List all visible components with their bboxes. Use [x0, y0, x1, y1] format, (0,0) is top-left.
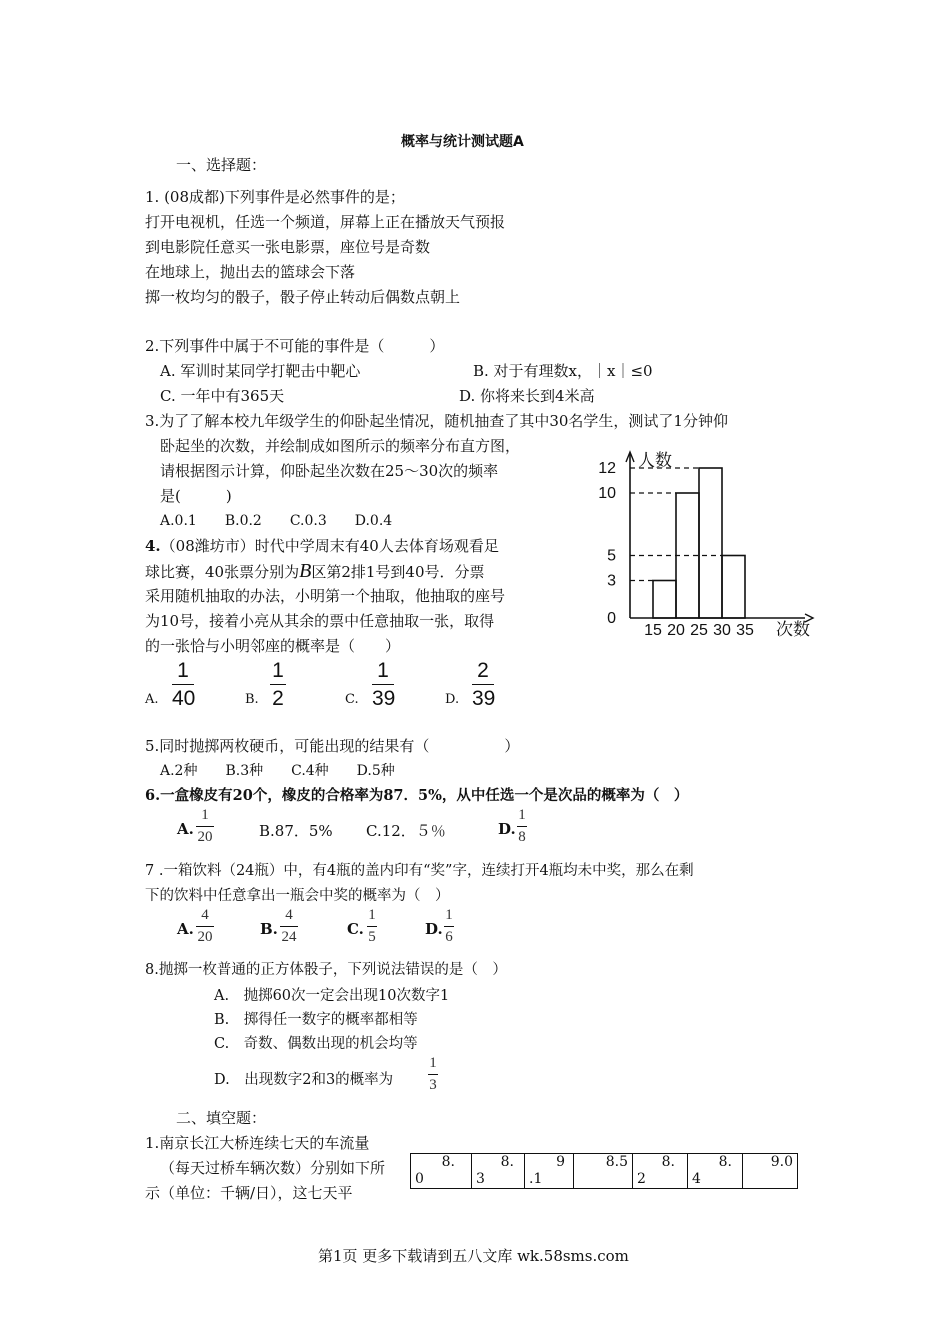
histogram-bar [699, 468, 722, 618]
q7-option-b-fraction: 4 24 [281, 907, 297, 945]
frequency-histogram [570, 440, 815, 640]
q1-stem: 1. (08成都)下列事件是必然事件的是； [145, 188, 405, 206]
x-axis-label: 次数 [776, 620, 810, 639]
q1-option-b: 到电影院任意买一张电影票，座位号是奇数 [145, 238, 431, 256]
q4-line2 [145, 560, 485, 583]
table-cell: 9.0 [743, 1154, 798, 1189]
y-tick-label: 0 [607, 610, 616, 627]
q4-line2a: 球比赛，40张票分别为 [145, 563, 300, 581]
q7-option-a-label: A. [177, 920, 194, 938]
x-tick-label: 25 [690, 622, 708, 639]
q6-option-a-label: A. [177, 820, 194, 838]
table-cell: 8. 0 [411, 1154, 472, 1189]
q4-option-a-fraction: 1 40 [172, 659, 196, 710]
q7-option-d-fraction: 1 6 [445, 907, 453, 945]
q5-stem: 5.同时抛掷两枚硬币，可能出现的结果有（ ） [145, 737, 520, 755]
q4-line1: 4.（08潍坊市）时代中学周末有40人去体育场观看足 [145, 537, 499, 555]
section-heading-choice: 一、选择题： [176, 156, 267, 174]
q2-stem: 2.下列事件中属于不可能的事件是（ ） [145, 337, 445, 355]
q7-option-d-label: D. [425, 920, 443, 938]
y-tick-label: 12 [598, 460, 616, 477]
x-tick-label: 35 [736, 622, 754, 639]
q7-option-b-label: B. [260, 920, 278, 938]
page-footer: 第1页 更多下载请到五八文库 wk.58sms.com [318, 1247, 629, 1265]
q3-line4: 是( ) [160, 487, 232, 505]
q3-line3: 请根据图示计算，仰卧起坐次数在25～30次的频率 [160, 462, 499, 480]
y-tick-label: 5 [607, 547, 616, 565]
q1-option-d: 掷一枚均匀的骰子，骰子停止转动后偶数点朝上 [145, 288, 461, 306]
histogram-bar [722, 556, 745, 619]
f1-line1: 1.南京长江大桥连续七天的车流量 [145, 1134, 370, 1152]
q4-variable-b: B [299, 560, 312, 582]
q8-option-c: C. 奇数、偶数出现的机会均等 [214, 1036, 418, 1052]
q8-option-d-fraction: 1 3 [429, 1055, 437, 1093]
x-tick-label: 15 [644, 622, 662, 639]
q6-option-b: B.87．5% [259, 822, 333, 840]
q2-option-c: C. 一年中有365天 [160, 387, 285, 405]
q7-option-c-label: C. [347, 920, 364, 938]
f1-line2: （每天过桥车辆次数）分别如下所 [160, 1159, 386, 1177]
y-tick-label: 3 [607, 572, 616, 590]
q4-line2b: 区第2排1号到40号．分票 [311, 563, 485, 581]
q1-option-c: 在地球上，抛出去的篮球会下落 [145, 263, 356, 281]
q4-option-b-label: B. [245, 692, 259, 707]
traffic-table [410, 1153, 798, 1189]
q6-stem: 6.一盒橡皮有20个，橡皮的合格率为87．5%，从中任选一个是次品的概率为（ ） [145, 787, 689, 804]
x-tick-label: 20 [667, 622, 685, 639]
q7-line2: 下的饮料中任意拿出一瓶会中奖的概率为（ ） [145, 888, 450, 904]
q6-option-c: C.12．５％ [366, 822, 446, 840]
q2-option-d: D. 你将来长到4米高 [459, 387, 595, 405]
q2-option-b: B. 对于有理数x，｜x｜≤0 [473, 362, 653, 380]
page-title: 概率与统计测试题A [401, 134, 524, 150]
q3-line1: 3.为了了解本校九年级学生的仰卧起坐情况，随机抽查了其中30名学生，测试了1分钟仰 [145, 412, 728, 430]
q4-option-c-fraction: 1 39 [372, 659, 396, 710]
q4-option-d-label: D. [445, 692, 460, 707]
y-axis-label: 人数 [638, 451, 672, 470]
table-cell: 8. 2 [633, 1154, 688, 1189]
q7-option-c-fraction: 1 5 [368, 907, 376, 945]
q2-option-a: A. 军训时某同学打靶击中靶心 [160, 362, 361, 380]
table-row [411, 1154, 798, 1189]
f1-line3: 示（单位：千辆/日），这七天平 [145, 1184, 353, 1202]
q4-line3: 采用随机抽取的办法，小明第一个抽取，他抽取的座号 [145, 587, 506, 605]
q4-option-b-fraction: 1 2 [270, 660, 286, 709]
q3-line2: 卧起坐的次数，并绘制成如图所示的频率分布直方图， [160, 437, 521, 455]
q6-option-a-fraction: 1 20 [197, 807, 213, 845]
table-cell: 9 .1 [525, 1154, 574, 1189]
table-cell: 8.5 [574, 1154, 633, 1189]
x-tick-label: 30 [713, 622, 731, 639]
q3-options: A.0.1 B.0.2 C.0.3 D.0.4 [160, 513, 393, 529]
q4-line4: 为10号，接着小亮从其余的票中任意抽取一张，取得 [145, 612, 495, 630]
q1-option-a: 打开电视机，任选一个频道，屏幕上正在播放天气预报 [145, 213, 506, 231]
q4-option-a-label: A. [145, 692, 159, 707]
q8-option-a: A. 抛掷60次一定会出现10次数字1 [214, 988, 450, 1004]
section-heading-fill: 二、填空题： [176, 1109, 267, 1127]
q6-option-d-fraction: 1 8 [518, 807, 526, 845]
q8-option-d: D. 出现数字2和3的概率为 [214, 1072, 394, 1088]
q5-options: A.2种 B.3种 C.4种 D.5种 [160, 763, 395, 779]
table-cell: 8. 4 [688, 1154, 743, 1189]
q8-option-b: B. 掷得任一数字的概率都相等 [214, 1012, 418, 1028]
y-tick-label: 10 [598, 485, 616, 502]
q8-stem: 8.抛掷一枚普通的正方体骰子，下列说法错误的是（ ） [145, 962, 507, 978]
q4-line5: 的一张恰与小明邻座的概率是（ ） [145, 637, 401, 655]
histogram-bar [653, 581, 676, 619]
q4-option-c-label: C. [345, 692, 359, 707]
q4-option-d-fraction: 2 39 [472, 659, 496, 710]
q6-option-d-label: D. [498, 820, 516, 838]
q7-option-a-fraction: 4 20 [197, 907, 213, 945]
q4-line1-text: （08潍坊市）时代中学周末有40人去体育场观看足 [160, 537, 499, 555]
q7-line1: 7 .一箱饮料（24瓶）中，有4瓶的盖内印有“奖”字，连续打开4瓶均未中奖，那么在剩 [145, 863, 694, 879]
table-cell: 8. 3 [472, 1154, 525, 1189]
